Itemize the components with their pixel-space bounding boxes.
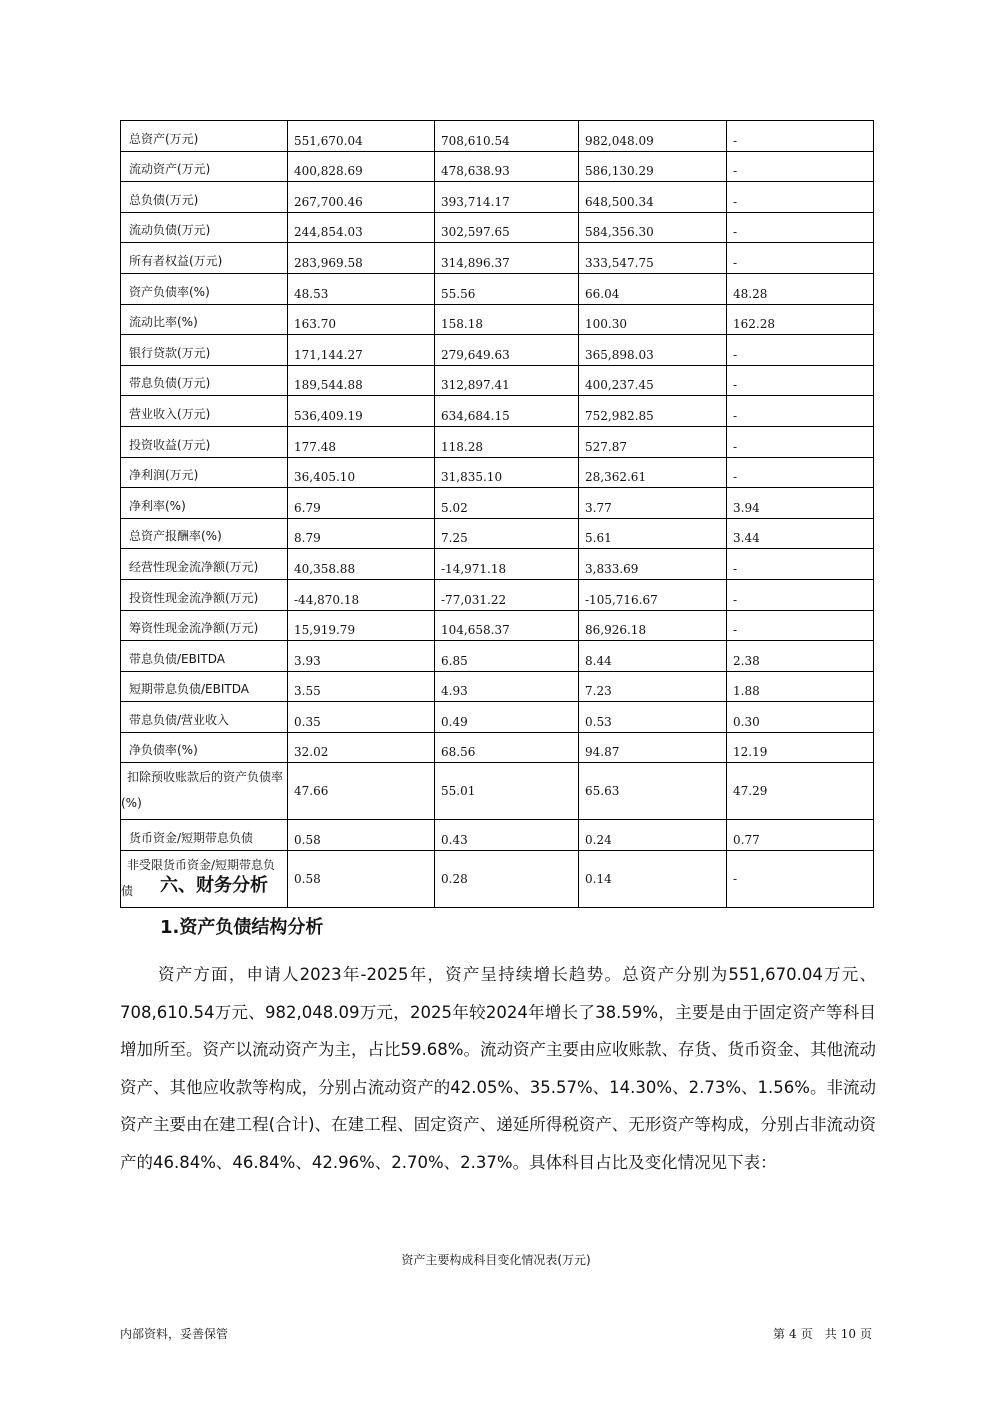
value-cell: 8.44 — [579, 641, 727, 672]
row-label: 扣除预收账款后的资产负债率(%) — [121, 763, 288, 820]
row-label: 投资收益(万元) — [121, 426, 288, 457]
value-cell: 3.94 — [727, 488, 874, 519]
value-cell: 634,684.15 — [435, 396, 579, 427]
table-row — [121, 488, 874, 519]
value-cell: 48.53 — [288, 273, 435, 304]
financial-indicators-body — [121, 121, 874, 908]
value-cell: -77,031.22 — [435, 579, 579, 610]
value-cell: - — [727, 335, 874, 366]
value-cell: 163.70 — [288, 304, 435, 335]
value-cell: - — [727, 549, 874, 580]
table-row — [121, 151, 874, 182]
table-row — [121, 243, 874, 274]
table-row — [121, 365, 874, 396]
value-cell: 100.30 — [579, 304, 727, 335]
value-cell: 267,700.46 — [288, 182, 435, 213]
value-cell: 400,237.45 — [579, 365, 727, 396]
value-cell: 283,969.58 — [288, 243, 435, 274]
value-cell: 708,610.54 — [435, 121, 579, 152]
value-cell: 6.79 — [288, 488, 435, 519]
value-cell: - — [727, 426, 874, 457]
value-cell: 15,919.79 — [288, 610, 435, 641]
value-cell: 2.38 — [727, 641, 874, 672]
row-label: 银行贷款(万元) — [121, 335, 288, 366]
value-cell: - — [727, 851, 874, 908]
value-cell: 3.93 — [288, 641, 435, 672]
table-row — [121, 182, 874, 213]
value-cell: 104,658.37 — [435, 610, 579, 641]
value-cell: 7.23 — [579, 671, 727, 702]
table-row — [121, 304, 874, 335]
value-cell: - — [727, 457, 874, 488]
table-row — [121, 335, 874, 366]
row-label: 总资产报酬率(%) — [121, 518, 288, 549]
page-suffix: 页 — [859, 1327, 872, 1341]
value-cell: - — [727, 121, 874, 152]
value-cell: 0.30 — [727, 702, 874, 733]
value-cell: 244,854.03 — [288, 212, 435, 243]
value-cell: - — [727, 151, 874, 182]
value-cell: 3.55 — [288, 671, 435, 702]
table-row — [121, 518, 874, 549]
value-cell: 94.87 — [579, 732, 727, 763]
value-cell: 5.61 — [579, 518, 727, 549]
value-cell: 3,833.69 — [579, 549, 727, 580]
value-cell: 36,405.10 — [288, 457, 435, 488]
row-label: 带息负债(万元) — [121, 365, 288, 396]
row-label: 经营性现金流净额(万元) — [121, 549, 288, 580]
value-cell: 752,982.85 — [579, 396, 727, 427]
row-label: 所有者权益(万元) — [121, 243, 288, 274]
value-cell: 47.66 — [288, 763, 435, 820]
table-row — [121, 732, 874, 763]
page-mid: 页 共 — [800, 1327, 837, 1341]
table-row — [121, 121, 874, 152]
table-row — [121, 273, 874, 304]
value-cell: 0.58 — [288, 851, 435, 908]
value-cell: 177.48 — [288, 426, 435, 457]
row-label: 营业收入(万元) — [121, 396, 288, 427]
value-cell: 0.58 — [288, 820, 435, 851]
value-cell: 48.28 — [727, 273, 874, 304]
row-label: 流动资产(万元) — [121, 151, 288, 182]
value-cell: 40,358.88 — [288, 549, 435, 580]
value-cell: 365,898.03 — [579, 335, 727, 366]
value-cell: 0.77 — [727, 820, 874, 851]
footer-page-number — [773, 1325, 872, 1342]
value-cell: - — [727, 365, 874, 396]
value-cell: 648,500.34 — [579, 182, 727, 213]
financial-indicators-table — [120, 120, 874, 908]
row-label: 短期带息负债/EBITDA — [121, 671, 288, 702]
value-cell: 7.25 — [435, 518, 579, 549]
table-row — [121, 396, 874, 427]
section-subheading: 1.资产负债结构分析 — [160, 917, 324, 938]
value-cell: -44,870.18 — [288, 579, 435, 610]
value-cell: 86,926.18 — [579, 610, 727, 641]
value-cell: 5.02 — [435, 488, 579, 519]
table-row — [121, 671, 874, 702]
table-row — [121, 763, 874, 820]
asset-analysis-paragraph: 资产方面，申请人2023年-2025年，资产呈持续增长趋势。总资产分别为551,670.04万元、708,610.54万元、982,048.09万元，2025年较2024年增长了38.59%，主要是由于固定资产等科目增加所至。资产以流动资产为主，占比59.68%。流动资产主要由应收账款、存货、货币资金、其他流动资产、其他应收款等构成，分别占流动资产的42.05%、35.57%、14.30%、2.73%、1.56%。非流动资产主要由在建工程(合计)、在建工程、固定资产、递延所得税资产、无形资产等构成，分别占非流动资产的46.84%、46.84%、42.96%、2.70%、2.37%。具体科目占比及变化情况见下表： — [120, 965, 876, 1172]
value-cell: -14,971.18 — [435, 549, 579, 580]
value-cell: 302,597.65 — [435, 212, 579, 243]
value-cell: - — [727, 212, 874, 243]
page-total: 10 — [840, 1327, 856, 1341]
value-cell: 158.18 — [435, 304, 579, 335]
value-cell: 551,670.04 — [288, 121, 435, 152]
row-label: 净利润(万元) — [121, 457, 288, 488]
value-cell: 68.56 — [435, 732, 579, 763]
row-label: 筹资性现金流净额(万元) — [121, 610, 288, 641]
row-label: 流动负债(万元) — [121, 212, 288, 243]
footer-confidential-note: 内部资料，妥善保管 — [120, 1327, 229, 1341]
value-cell: 584,356.30 — [579, 212, 727, 243]
value-cell: - — [727, 243, 874, 274]
value-cell: 0.35 — [288, 702, 435, 733]
value-cell: 0.53 — [579, 702, 727, 733]
page-current: 4 — [789, 1327, 797, 1341]
value-cell: 536,409.19 — [288, 396, 435, 427]
value-cell: 47.29 — [727, 763, 874, 820]
value-cell: 12.19 — [727, 732, 874, 763]
row-label: 流动比率(%) — [121, 304, 288, 335]
value-cell: - — [727, 396, 874, 427]
value-cell: -105,716.67 — [579, 579, 727, 610]
row-label: 非受限货币资金/短期带息负债 — [121, 851, 288, 908]
value-cell: 527.87 — [579, 426, 727, 457]
value-cell: 162.28 — [727, 304, 874, 335]
table-row — [121, 641, 874, 672]
value-cell: 189,544.88 — [288, 365, 435, 396]
value-cell: 0.14 — [579, 851, 727, 908]
row-label: 货币资金/短期带息负债 — [121, 820, 288, 851]
value-cell: 400,828.69 — [288, 151, 435, 182]
table-row — [121, 610, 874, 641]
row-label: 带息负债/营业收入 — [121, 702, 288, 733]
value-cell: 0.43 — [435, 820, 579, 851]
value-cell: 312,897.41 — [435, 365, 579, 396]
value-cell: 8.79 — [288, 518, 435, 549]
row-label: 总资产(万元) — [121, 121, 288, 152]
page-prefix: 第 — [773, 1327, 786, 1341]
value-cell: - — [727, 579, 874, 610]
table-row — [121, 549, 874, 580]
row-label: 净利率(%) — [121, 488, 288, 519]
value-cell: 0.24 — [579, 820, 727, 851]
value-cell: 32.02 — [288, 732, 435, 763]
table-row — [121, 457, 874, 488]
value-cell: 118.28 — [435, 426, 579, 457]
table-row — [121, 579, 874, 610]
value-cell: 28,362.61 — [579, 457, 727, 488]
value-cell: 171,144.27 — [288, 335, 435, 366]
section-heading: 六、财务分析 — [160, 875, 268, 896]
row-label: 资产负债率(%) — [121, 273, 288, 304]
row-label: 投资性现金流净额(万元) — [121, 579, 288, 610]
value-cell: 4.93 — [435, 671, 579, 702]
table-row — [121, 820, 874, 851]
value-cell: 586,130.29 — [579, 151, 727, 182]
value-cell: 3.77 — [579, 488, 727, 519]
value-cell: 0.28 — [435, 851, 579, 908]
value-cell: 66.04 — [579, 273, 727, 304]
value-cell: 393,714.17 — [435, 182, 579, 213]
row-label: 净负债率(%) — [121, 732, 288, 763]
value-cell: 333,547.75 — [579, 243, 727, 274]
row-label: 带息负债/EBITDA — [121, 641, 288, 672]
value-cell: 982,048.09 — [579, 121, 727, 152]
value-cell: 3.44 — [727, 518, 874, 549]
value-cell: 279,649.63 — [435, 335, 579, 366]
value-cell: 55.01 — [435, 763, 579, 820]
value-cell: 478,638.93 — [435, 151, 579, 182]
table-row — [121, 702, 874, 733]
row-label: 总负债(万元) — [121, 182, 288, 213]
table-caption: 资产主要构成科目变化情况表(万元) — [401, 1253, 591, 1267]
value-cell: - — [727, 182, 874, 213]
value-cell: 31,835.10 — [435, 457, 579, 488]
value-cell: - — [727, 610, 874, 641]
value-cell: 65.63 — [579, 763, 727, 820]
value-cell: 314,896.37 — [435, 243, 579, 274]
table-row — [121, 426, 874, 457]
value-cell: 6.85 — [435, 641, 579, 672]
table-row — [121, 212, 874, 243]
value-cell: 55.56 — [435, 273, 579, 304]
value-cell: 1.88 — [727, 671, 874, 702]
value-cell: 0.49 — [435, 702, 579, 733]
